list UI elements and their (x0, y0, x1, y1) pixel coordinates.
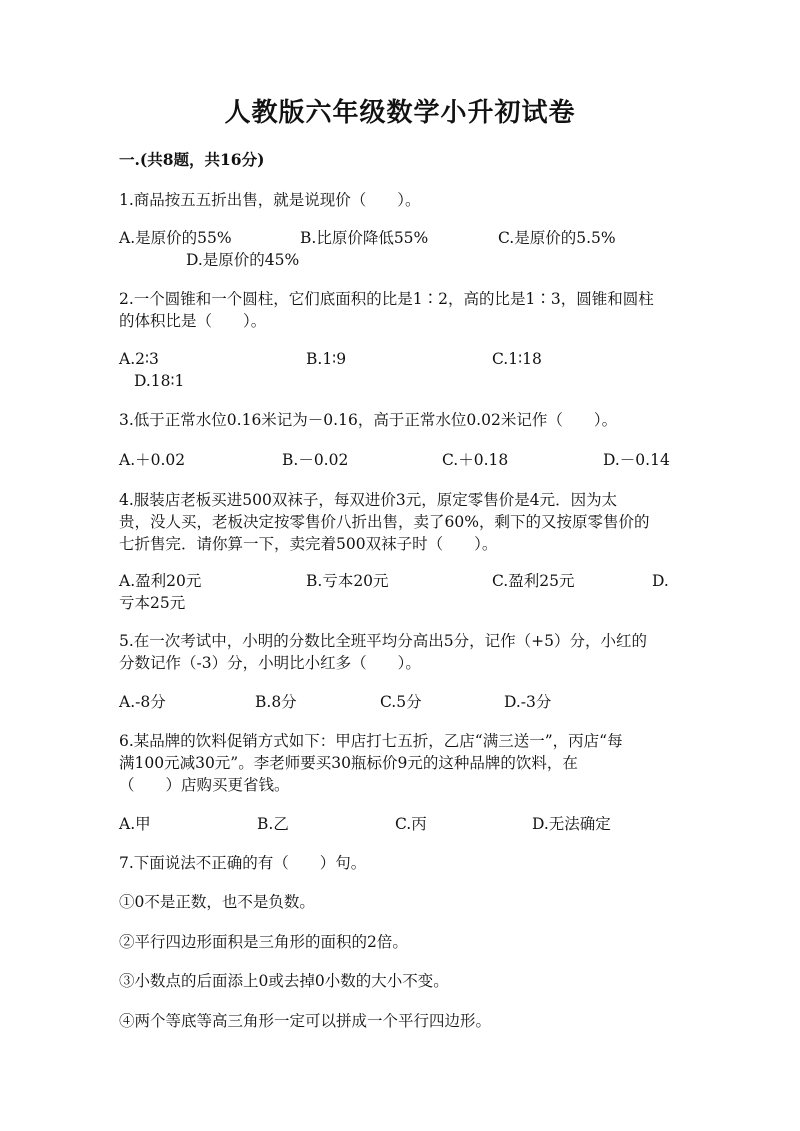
question-1-text: 1.商品按五五折出售，就是说现价（ ）。 (119, 191, 421, 209)
question-3-option-a: A.＋0.02 (119, 451, 186, 469)
question-4-text-line-1: 4.服装店老板买进500双袜子，每双进价3元，原定零售价是4元．因为太 (119, 491, 618, 509)
question-1-option-c: C.是原价的5.5% (498, 229, 616, 247)
question-4-option-d-text: 亏本25元 (119, 594, 186, 612)
question-7-statement-3: ③小数点的后面添上0或去掉0小数的大小不变。 (119, 972, 449, 990)
question-6-option-a: A.甲 (119, 815, 151, 833)
question-2-option-a: A.2∶3 (119, 350, 159, 368)
question-5-option-d: D.-3分 (504, 693, 552, 711)
question-7-text: 7.下面说法不正确的有（ ）句。 (119, 854, 367, 872)
question-5-option-c: C.5分 (380, 693, 422, 711)
question-6-option-c: C.丙 (395, 815, 427, 833)
question-6-text-line-3: （ ）店购买更省钱。 (119, 776, 290, 794)
question-5-option-b: B.8分 (255, 693, 297, 711)
question-6-text-line-1: 6.某品牌的饮料促销方式如下：甲店打七五折，乙店“满三送一”，丙店“每 (119, 732, 623, 750)
question-6-text-line-2: 满100元减30元”。李老师要买30瓶标价9元的这种品牌的饮料，在 (119, 754, 578, 772)
question-4-text-line-2: 贵，没人买，老板决定按零售价八折出售，卖了60%，剩下的又按原零售价的 (119, 513, 650, 531)
question-3-text: 3.低于正常水位0.16米记为－0.16，高于正常水位0.02米记作（ ）。 (119, 411, 618, 429)
question-5-text-line-1: 5.在一次考试中，小明的分数比全班平均分高出5分，记作（+5）分，小红的 (119, 632, 648, 650)
question-6-option-b: B.乙 (257, 815, 289, 833)
question-4-text-line-3: 七折售完．请你算一下，卖完着500双袜子时（ ）。 (119, 535, 498, 553)
section-heading: 一.(共8题，共16分) (119, 150, 265, 169)
question-4-option-b: B.亏本20元 (306, 572, 389, 590)
question-2-text-line-1: 2.一个圆锥和一个圆柱，它们底面积的比是1∶2，高的比是1∶3，圆锥和圆柱 (119, 290, 654, 308)
question-2-text-line-2: 的体积比是（ ）。 (119, 312, 267, 330)
question-7-statement-4: ④两个等底等高三角形一定可以拼成一个平行四边形。 (119, 1012, 492, 1030)
question-2-option-c: C.1∶18 (492, 350, 542, 368)
page-title: 人教版六年级数学小升初试卷 (224, 98, 576, 128)
question-3-option-d: D.－0.14 (603, 451, 670, 469)
question-4-option-a: A.盈利20元 (119, 572, 202, 590)
question-2-option-b: B.1∶9 (306, 350, 347, 368)
question-1-option-b: B.比原价降低55% (300, 229, 429, 247)
question-1-option-a: A.是原价的55% (119, 229, 232, 247)
question-4-option-d-label: D. (652, 572, 669, 590)
question-1-option-d: D.是原价的45% (186, 251, 300, 269)
question-4-option-c: C.盈利25元 (492, 572, 575, 590)
question-5-option-a: A.-8分 (119, 693, 166, 711)
question-7-statement-1: ①0不是正数，也不是负数。 (119, 893, 315, 911)
question-3-option-b: B.－0.02 (282, 451, 349, 469)
question-6-option-d: D.无法确定 (532, 815, 611, 833)
question-7-statement-2: ②平行四边形面积是三角形的面积的2倍。 (119, 933, 408, 951)
question-5-text-line-2: 分数记作（-3）分，小明比小红多（ ）。 (119, 654, 421, 672)
question-3-option-c: C.＋0.18 (442, 451, 509, 469)
question-2-option-d: D.18∶1 (134, 372, 185, 390)
